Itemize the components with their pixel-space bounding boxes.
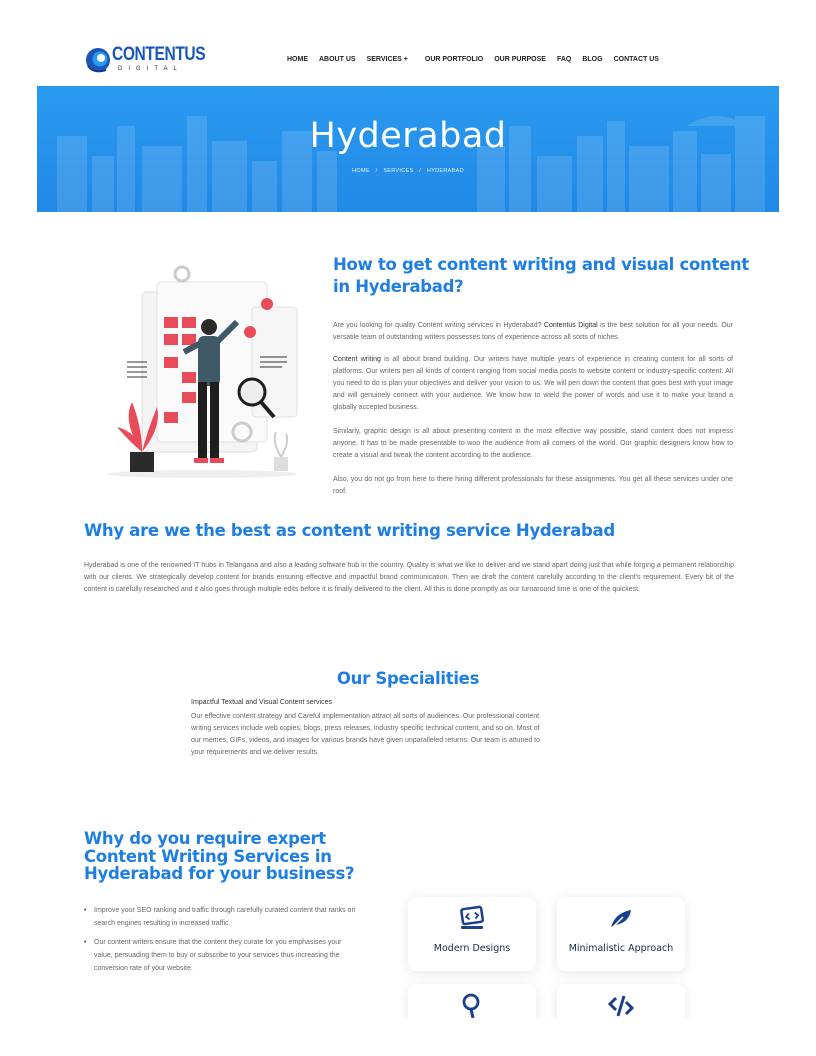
logo-mark-icon bbox=[84, 44, 112, 74]
paragraph-why-best: Hyderabad is one of the renowned IT hubs in Telangana and also a leading software hub in the country. Quality is what we like to deliver and we stand apart doing just that while forging a permanent relationship with our clients. We strategically develop content for brands ensuring effective and impactful brand communication. Then we draft the content carefully according to the client's requirement. Every bit of the content is carefully researched and it also goes through multiple edits before it is finally delivered to the client. All this is done promptly as our turnaround time is one of the quickest. bbox=[84, 562, 734, 593]
paragraph-one-roof: Also, you do not go from here to there hiring different professionals for these assignments. You get all these services under one roof. bbox=[333, 476, 733, 495]
paragraph-graphic-design: Similarly, graphic design is all about presenting content in the most effective way possible, stand content does not impress anyone. It has to be made presentable to woo the audience from all corners of the world. Our graphic designers know how to create a visual and tweak the content according to the audience. bbox=[333, 428, 733, 459]
logo-sub: DIGITAL bbox=[118, 66, 183, 72]
nav-contact-us[interactable]: CONTACT US bbox=[613, 56, 659, 63]
breadcrumb-home[interactable]: HOME bbox=[352, 168, 370, 174]
nav-our-purpose[interactable]: OUR PURPOSE bbox=[494, 56, 546, 63]
paragraph-text: is all about brand building. Our writers have multiple years of experience in creating content for all sorts of platforms. Our writers pen all kinds of content ranging from social media posts to website content or industry-specific content. All you need to do is plan your objectives and deliver your vision to us. We will pen down the content that goes best with your image and will genuinely connect with your audience. We know how to wield the power of words and use it to make your brand a globally accepted business. bbox=[333, 356, 733, 411]
feather-icon bbox=[607, 905, 635, 933]
site-header bbox=[0, 0, 816, 86]
list-item: • Our content writers ensure that the content they curate for you emphasises your value, persuading them to buy or subscribe to your services thus increasing the conversion rate of your website. bbox=[84, 936, 356, 976]
section-title-how-to-get: How to get content writing and visual content in Hyderabad? bbox=[333, 255, 749, 296]
nav-home[interactable]: HOME bbox=[287, 56, 308, 63]
breadcrumb-separator: / bbox=[419, 168, 422, 174]
paragraph-text: Are you looking for quality Content writing services in Hyderabad? bbox=[333, 322, 544, 329]
code-screen-icon bbox=[458, 905, 486, 933]
breadcrumb-services[interactable]: SERVICES bbox=[383, 168, 414, 174]
feature-card-minimalistic-approach[interactable] bbox=[557, 897, 685, 971]
brand-link[interactable]: Contentus Digital bbox=[543, 322, 598, 329]
nav-services[interactable]: SERVICES + bbox=[366, 56, 408, 63]
benefits-list bbox=[84, 904, 356, 980]
logo[interactable] bbox=[84, 44, 206, 78]
card-label: Modern Designs bbox=[433, 943, 511, 954]
paragraph-specialities: Our effective content strategy and Careful implementation attract all sorts of audiences. Our professional content writing services include web copies, blogs, press releases, industry specific technical content, and so on. Most of our memes, GIFs, videos, and images for various brands have given unparalleled returns. Our team is attuned to your requirements and we deliver results. bbox=[191, 713, 541, 756]
nav-our-portfolio[interactable]: OUR PORTFOLIO bbox=[424, 56, 484, 63]
card-label: Minimalistic Approach bbox=[568, 943, 674, 954]
main-nav bbox=[287, 56, 670, 63]
code-slash-icon bbox=[607, 992, 635, 1020]
nav-faq[interactable]: FAQ bbox=[556, 56, 572, 63]
hero-banner bbox=[37, 86, 779, 212]
list-item: • Improve your SEO ranking and traffic through carefully curated content that ranks on search engines resulting in increased traffic. bbox=[84, 904, 356, 931]
logo-name: CONTENTUS bbox=[112, 44, 206, 65]
section-title-why-require: Why do you require expert Content Writing Services in Hyderabad for your business? bbox=[84, 829, 355, 883]
breadcrumb-current: HYDERABAD bbox=[426, 168, 464, 174]
specialities-subtitle: Impactful Textual and Visual Content services bbox=[191, 699, 332, 706]
nav-blog[interactable]: BLOG bbox=[582, 56, 603, 63]
breadcrumb-separator: / bbox=[375, 168, 378, 174]
paragraph-text: is the best solution for all your needs. Our versatile team of outstanding writers possesses tons of experience across all sorts of niches. bbox=[333, 322, 734, 341]
breadcrumb bbox=[37, 168, 779, 174]
section-title-why-best: Why are we the best as content writing service Hyderabad bbox=[84, 521, 615, 540]
paragraph-content-writing bbox=[333, 354, 733, 414]
content-writing-link[interactable]: Content writing bbox=[333, 356, 381, 363]
feature-card-modern-designs[interactable] bbox=[408, 897, 536, 971]
paragraph-intro bbox=[333, 320, 733, 344]
content-planning-illustration bbox=[102, 262, 307, 482]
page-title: Hyderabad bbox=[309, 116, 507, 156]
magnifier-icon bbox=[458, 992, 486, 1020]
page-bottom-margin bbox=[0, 1018, 816, 1056]
section-title-specialities: Our Specialities bbox=[336, 669, 480, 688]
nav-about-us[interactable]: ABOUT US bbox=[319, 56, 356, 63]
